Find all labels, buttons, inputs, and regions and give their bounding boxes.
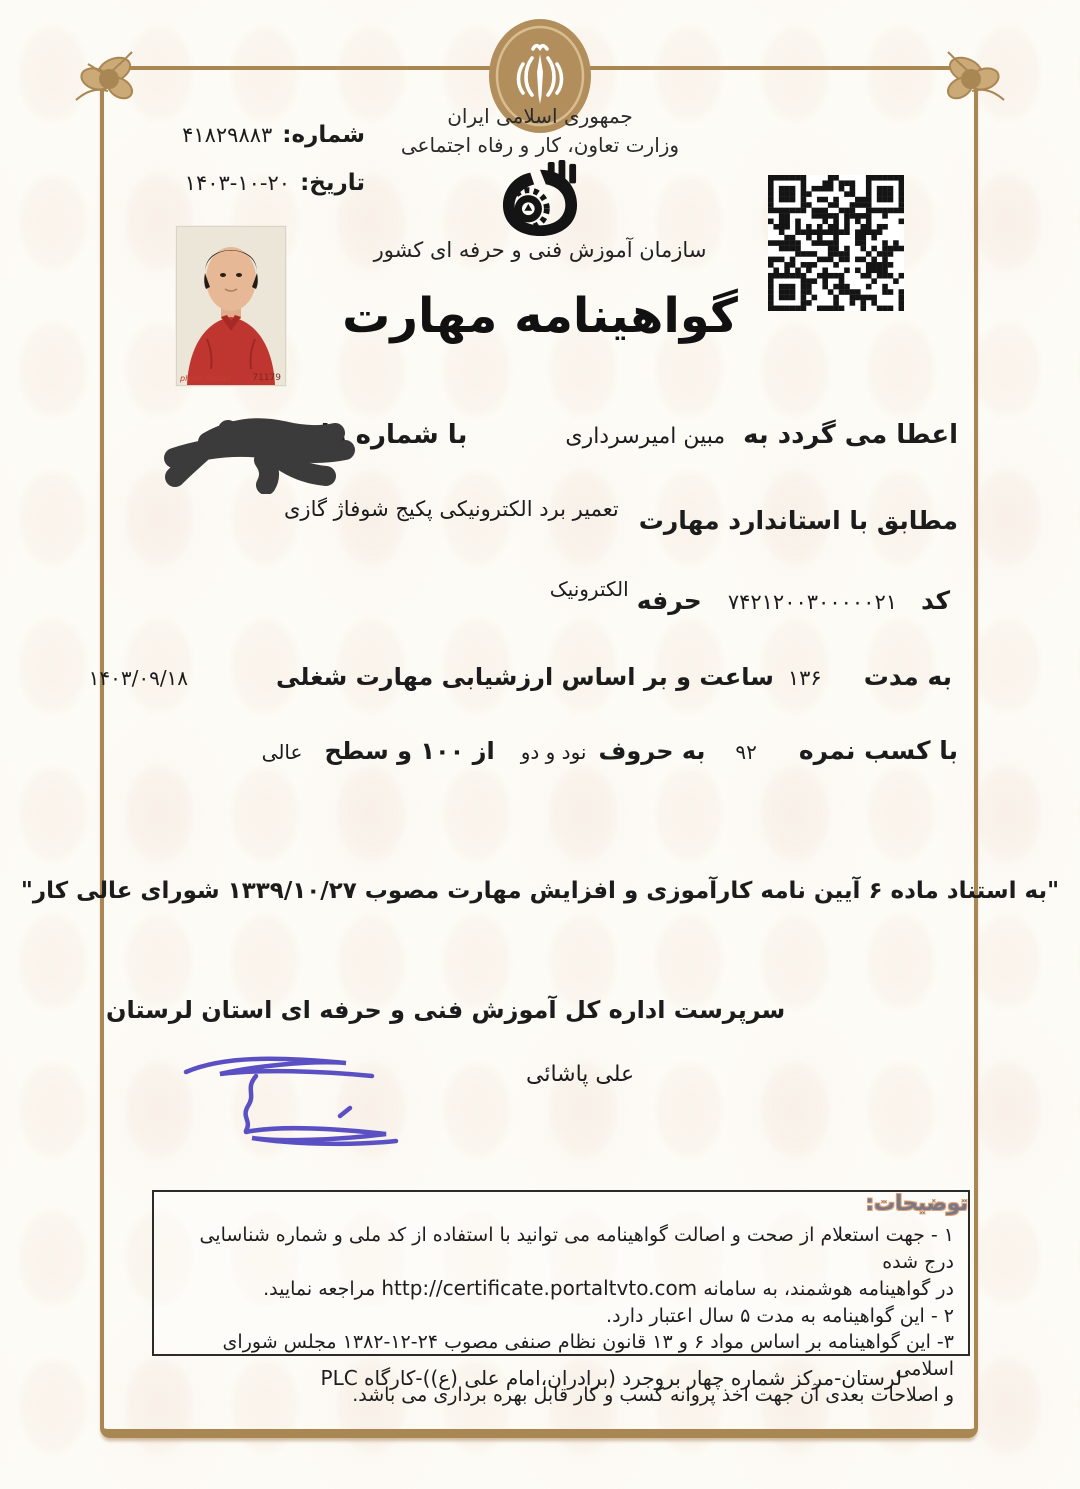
date-value: ۱۴۰۳-۱۰-۲۰ xyxy=(184,171,291,195)
certificate-verification-url: http://certificate.portaltvto.com xyxy=(381,1276,698,1300)
recipient-name: مبین امیرسرداری xyxy=(565,424,726,449)
standard-value: تعمیر برد الکترونیکی پکیج شوفاژ گازی xyxy=(284,497,619,521)
in-words-label: به حروف xyxy=(598,737,706,765)
granted-label: اعطا می گردد به xyxy=(743,420,958,450)
note-line-2-pre: در گواهینامه هوشمند، به سامانه xyxy=(697,1278,954,1300)
code-label: کد xyxy=(921,586,950,615)
national-id-label: با شماره ملی xyxy=(293,420,468,450)
ministry-name: وزارت تعاون، کار و رفاه اجتماعی xyxy=(400,133,680,157)
date-label: تاریخ: xyxy=(300,170,365,196)
standard-row xyxy=(284,497,958,535)
tvto-logo-icon xyxy=(488,160,592,238)
date-row xyxy=(133,170,365,196)
duration-label: به مدت xyxy=(863,662,952,691)
national-id-redaction-scribble xyxy=(146,402,358,494)
organization-name: سازمان آموزش فنی و حرفه ای کشور xyxy=(373,238,707,262)
country-name: جمهوری اسلامی ایران xyxy=(447,104,633,128)
profession-label: حرفه xyxy=(636,586,702,615)
score-label: با کسب نمره xyxy=(798,736,958,765)
score-row xyxy=(262,736,958,765)
level-value: عالی xyxy=(261,740,303,764)
serial-row xyxy=(133,122,365,148)
note-line-2 xyxy=(166,1275,954,1303)
signatory-title: سرپرست اداره کل آموزش فنی و حرفه ای استان لرستان xyxy=(106,996,786,1024)
out-of-level-label: از ۱۰۰ و سطح xyxy=(324,737,495,765)
assessment-date: ۱۴۰۳/۰۹/۱۸ xyxy=(88,666,189,690)
certificate-title: گواهینامه مهارت xyxy=(342,288,738,344)
issuing-center-text: لرستان-مرکز شماره چهار بروجرد (برادران،امام علی (ع))-کارگاه PLC xyxy=(320,1366,902,1390)
duration-unit-label: ساعت و بر اساس ارزشیابی مهارت شغلی xyxy=(276,663,774,691)
score-value: ۹۲ xyxy=(735,740,757,764)
legal-basis-text: "به استناد ماده ۶ آیین نامه کارآموزی و افزایش مهارت مصوب ۱۳۳۹/۱۰/۲۷ شورای عالی کار" xyxy=(20,878,1060,904)
duration-value: ۱۳۶ xyxy=(787,666,822,690)
duration-row xyxy=(89,662,952,691)
note-line-4: ۳- این گواهینامه بر اساس مواد ۶ و ۱۳ قانون نظام صنفی مصوب ۲۴-۱۲-۱۳۸۲ مجلس شورای اسلامی xyxy=(222,1331,954,1380)
serial-value: ۴۱۸۲۹۸۸۳ xyxy=(182,123,273,147)
photo-caption-right: 71179 xyxy=(252,373,281,383)
note-line-1: ۱ - جهت استعلام از صحت و اصالت گواهینامه می توانید با استفاده از کد ملی و شماره شناسایی درج شده xyxy=(199,1224,954,1273)
photo-caption-left: photo farzad xyxy=(180,374,231,383)
note-line-5: و اصلاحات بعدی آن جهت اخذ پروانه کسب و کار قابل بهره برداری می باشد. xyxy=(352,1384,954,1406)
note-line-2-post: مراجعه نمایید. xyxy=(263,1278,382,1300)
notes-header: توضیحات: xyxy=(865,1191,968,1215)
signatory-name: علی پاشائی xyxy=(526,1062,635,1087)
standard-label: مطابق با استاندارد مهارت xyxy=(638,506,958,535)
signature-ink xyxy=(158,1032,414,1160)
serial-label: شماره: xyxy=(282,122,365,148)
note-line-3: ۲ - این گواهینامه به مدت ۵ سال اعتبار دارد. xyxy=(606,1304,954,1327)
code-value: ۷۴۲۱۲۰۰۳۰۰۰۰۰۲۱ xyxy=(727,590,898,614)
score-in-words: نود و دو xyxy=(520,740,587,764)
code-row xyxy=(549,577,950,615)
grant-row xyxy=(294,420,958,450)
profession-value: الکترونیک xyxy=(549,577,629,601)
